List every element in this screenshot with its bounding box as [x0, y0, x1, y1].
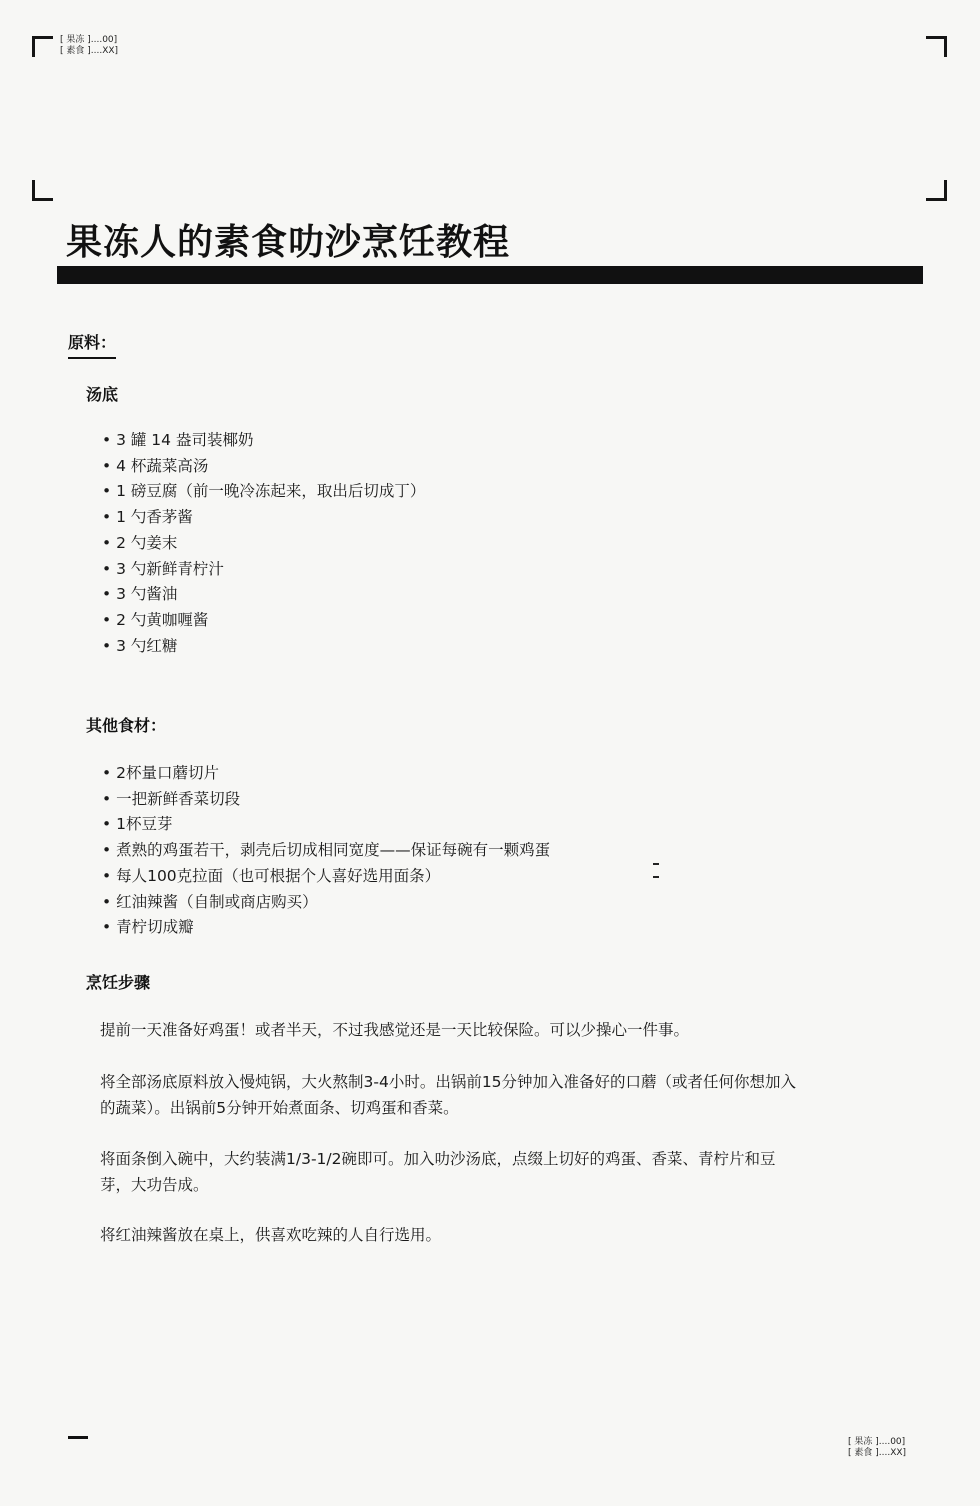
- title-bar: [57, 266, 923, 284]
- footer-tag: [848, 1437, 906, 1459]
- list-item: • 3 勺红糖: [102, 634, 425, 660]
- list-item: • 1 磅豆腐（前一晚冷冻起来，取出后切成丁）: [102, 479, 425, 505]
- corner-bracket-top-left: [32, 36, 53, 57]
- list-item: • 每人100克拉面（也可根据个人喜好选用面条）: [102, 864, 550, 890]
- corner-bracket-top-right: [926, 36, 947, 57]
- ingredients-label: 原料：: [68, 330, 116, 359]
- list-item: • 4 杯蔬菜高汤: [102, 454, 425, 480]
- step-paragraph: 提前一天准备好鸡蛋！或者半天，不过我感觉还是一天比较保险。可以少操心一件事。: [100, 1021, 690, 1039]
- list-item: • 3 勺新鲜青柠汁: [102, 557, 425, 583]
- header-tag: [60, 35, 118, 57]
- step-paragraph: 将红油辣酱放在桌上，供喜欢吃辣的人自行选用。: [100, 1226, 442, 1244]
- footer-tag-line1: [ 果冻 ]....00]: [848, 1437, 906, 1447]
- list-item: • 青柠切成瓣: [102, 915, 550, 941]
- corner-bracket-mid-right: [926, 180, 947, 201]
- list-item: • 3 勺酱油: [102, 582, 425, 608]
- list-item: • 2 勺黄咖喱酱: [102, 608, 425, 634]
- corner-bracket-mid-left: [32, 180, 53, 201]
- dash-mark: [653, 876, 659, 878]
- header-tag-line1: [ 果冻 ]....00]: [60, 35, 118, 45]
- footer-tag-line2: [ 素食 ]....XX]: [848, 1448, 907, 1458]
- list-item: • 2杯量口蘑切片: [102, 761, 550, 787]
- broth-label: 汤底: [86, 385, 119, 404]
- steps-label: 烹饪步骤: [86, 973, 151, 992]
- list-item: • 1杯豆芽: [102, 812, 550, 838]
- other-ingredients-label: 其他食材：: [86, 716, 167, 735]
- list-item: • 3 罐 14 盎司装椰奶: [102, 428, 425, 454]
- other-ingredients-list: [102, 761, 550, 941]
- step-paragraph: 将面条倒入碗中，大约装满1/3-1/2碗即可。加入叻沙汤底，点缀上切好的鸡蛋、香菜、青柠片和豆芽，大功告成。: [100, 1150, 776, 1194]
- list-item: • 煮熟的鸡蛋若干，剥壳后切成相同宽度——保证每碗有一颗鸡蛋: [102, 838, 550, 864]
- list-item: • 一把新鲜香菜切段: [102, 787, 550, 813]
- list-item: • 1 勺香茅酱: [102, 505, 425, 531]
- page-title: 果冻人的素食叻沙烹饪教程: [66, 222, 511, 263]
- list-item: • 2 勺姜末: [102, 531, 425, 557]
- step-paragraph: 将全部汤底原料放入慢炖锅，大火熬制3-4小时。出锅前15分钟加入准备好的口蘑（或者任何你想加入的蔬菜）。出锅前5分钟开始煮面条、切鸡蛋和香菜。: [100, 1073, 797, 1117]
- list-item: • 红油辣酱（自制或商店购买）: [102, 890, 550, 916]
- footer-dash: [68, 1436, 88, 1439]
- header-tag-line2: [ 素食 ]....XX]: [60, 46, 119, 56]
- broth-list: [102, 428, 425, 659]
- dash-mark: [653, 863, 659, 865]
